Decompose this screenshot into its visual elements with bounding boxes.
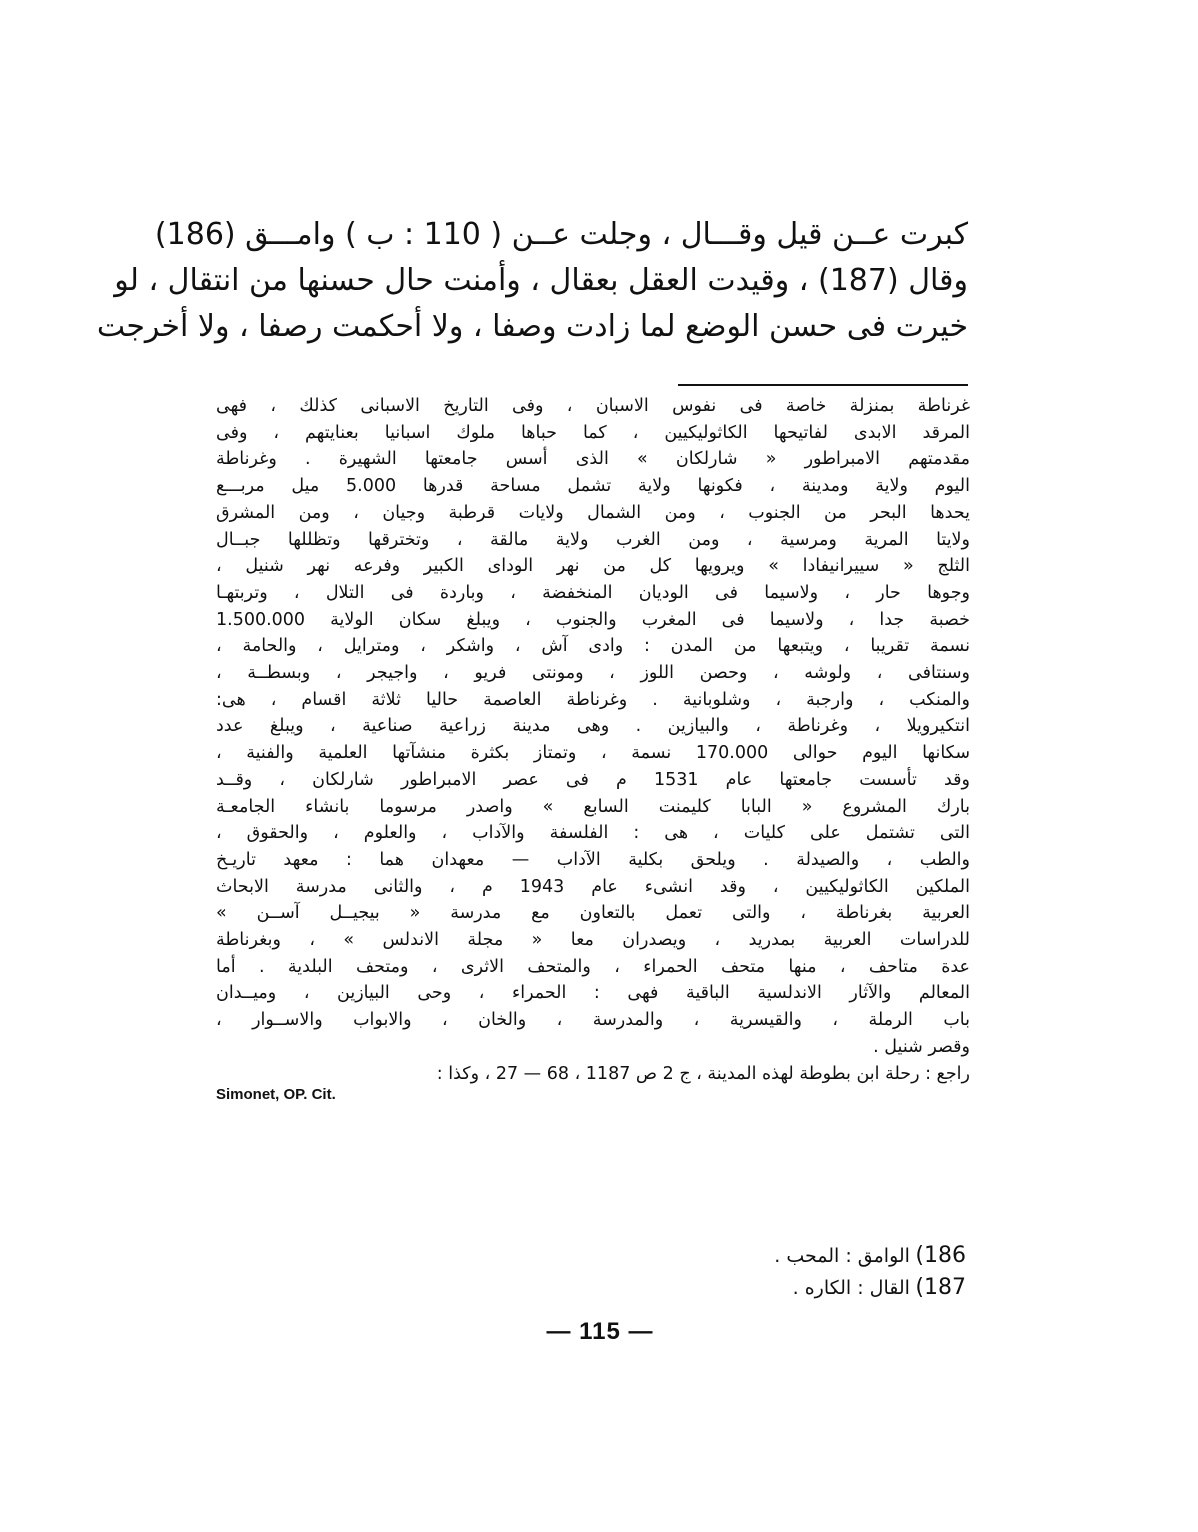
note-line: عدة متاحف ، منها متحف الحمراء ، والمتحف الاثرى ، ومتحف البلدية . أما (216, 956, 970, 977)
note-line: اليوم ولاية ومدينة ، فكونها ولاية تشمل مساحة قدرها 5.000 ميل مربـــع (216, 476, 970, 497)
note-line: مقدمتهم الامبراطور « شارلكان » الذى أسس جامعتها الشهيرة . وغرناطة (216, 449, 970, 470)
main-body-text (96, 212, 968, 350)
footnote-number: 186) (915, 1243, 966, 1268)
note-line: غرناطة بمنزلة خاصة فى نفوس الاسبان ، وفى التاريخ الاسبانى كذلك ، فهى (216, 396, 970, 416)
note-line: بارك المشروع « البابا كليمنت السابع » واصدر مرسوما بانشاء الجامعـة (216, 796, 970, 817)
note-line: والطب ، والصيدلة . ويلحق بكلية الآداب — معهدان هما : معهد تاريـخ (216, 849, 970, 870)
note-line: الملكين الكاثوليكيين ، وقد انشىء عام 1943 م ، والثانى مدرسة الابحاث (216, 876, 970, 897)
footnote-187 (560, 1272, 966, 1304)
note-line: للدراسات العربية بمدريد ، ويصدران معا « مجلة الاندلس » ، وبغرناطة (216, 930, 970, 951)
note-line: وقصر شنيل . (873, 1036, 970, 1057)
footnote-186 (560, 1240, 966, 1272)
note-line: سكانها اليوم حوالى 170.000 نسمة ، وتمتاز بكثرة منشآتها العلمية والفنية ، (216, 743, 970, 764)
note-line: وسنتافى ، ولوشه ، وحصن اللوز ، ومونتى فريو ، واجيجر ، وبسطــة ، (216, 663, 970, 684)
note-line: ولايتا المرية ومرسية ، ومن الغرب ولاية مالقة ، وتخترقها وتظللها جبــال (216, 529, 970, 550)
footnotes (560, 1240, 966, 1304)
note-line: يحدها البحر من الجنوب ، ومن الشمال ولايات قرطبة وجيان ، ومن المشرق (216, 502, 970, 523)
footnote-separator-rule (678, 384, 968, 386)
note-line: وجوها حار ، ولاسيما فى الوديان المنخفضة ، وباردة فى التلال ، وتربتهـا (216, 582, 970, 603)
note-line: انتكيرويلا ، وغرناطة ، والبيازين . وهى مدينة زراعية صناعية ، ويبلغ عدد (216, 716, 970, 737)
note-line: العربية بغرناطة ، والتى تعمل بالتعاون مع مدرسة « بيجيــل آســن » (216, 903, 970, 924)
note-line: باب الرملة ، والقيسرية ، والمدرسة ، والخان ، والابواب والاســوار ، (216, 1010, 970, 1031)
main-text-line: كبرت عــن قيل وقـــال ، وجلت عــن ( 110 : ب ) وامـــق (186) (154, 217, 968, 252)
note-reference-line: راجع : رحلة ابن بطوطة لهذه المدينة ، ج 2 ص 1187 ، 68 — 27 ، وكذا : (436, 1063, 970, 1084)
footnote-text: الوامق : المحب . (774, 1245, 910, 1267)
note-line: والمنكب ، وارجبة ، وشلوبانية . وغرناطة العاصمة حاليا ثلاثة اقسام ، هى: (216, 689, 970, 710)
footnote-text: القال : الكاره . (792, 1277, 910, 1299)
note-line: المعالم والآثار الاندلسية الباقية فهى : الحمراء ، وحى البيازين ، وميــدان (216, 983, 970, 1004)
main-text-line: خيرت فى حسن الوضع لما زادت وصفا ، ولا أحكمت رصفا ، ولا أخرجت (96, 309, 968, 344)
note-line: وقد تأسست جامعتها عام 1531 م فى عصر الامبراطور شارلكان ، وقــد (216, 769, 970, 790)
note-line: خصبة جدا ، ولاسيما فى المغرب والجنوب ، ويبلغ سكان الولاية 1.500.000 (216, 609, 970, 630)
footnote-number: 187) (915, 1275, 966, 1300)
note-line: الثلج « سييرانيفادا » ويرويها كل من نهر الوداى الكبير وفرعه نهر شنيل ، (216, 556, 970, 577)
latin-reference: Simonet, OP. Cit. (216, 1086, 336, 1104)
note-line: المرقد الابدى لفاتيحها الكاثوليكيين ، كما حباها ملوك اسبانيا بعنايتهم ، وفى (216, 422, 970, 443)
note-line: نسمة تقريبا ، ويتبعها من المدن : وادى آش ، واشكر ، ومترايل ، والحامة ، (216, 636, 970, 657)
editorial-note (216, 393, 970, 1105)
main-text-line: وقال (187) ، وقيدت العقل بعقال ، وأمنت حال حسنها من انتقال ، لو (114, 263, 968, 298)
page-number: — 115 — (546, 1318, 654, 1345)
note-line: التى تشتمل على كليات ، هى : الفلسفة والآداب ، والعلوم ، والحقوق ، (216, 823, 970, 844)
